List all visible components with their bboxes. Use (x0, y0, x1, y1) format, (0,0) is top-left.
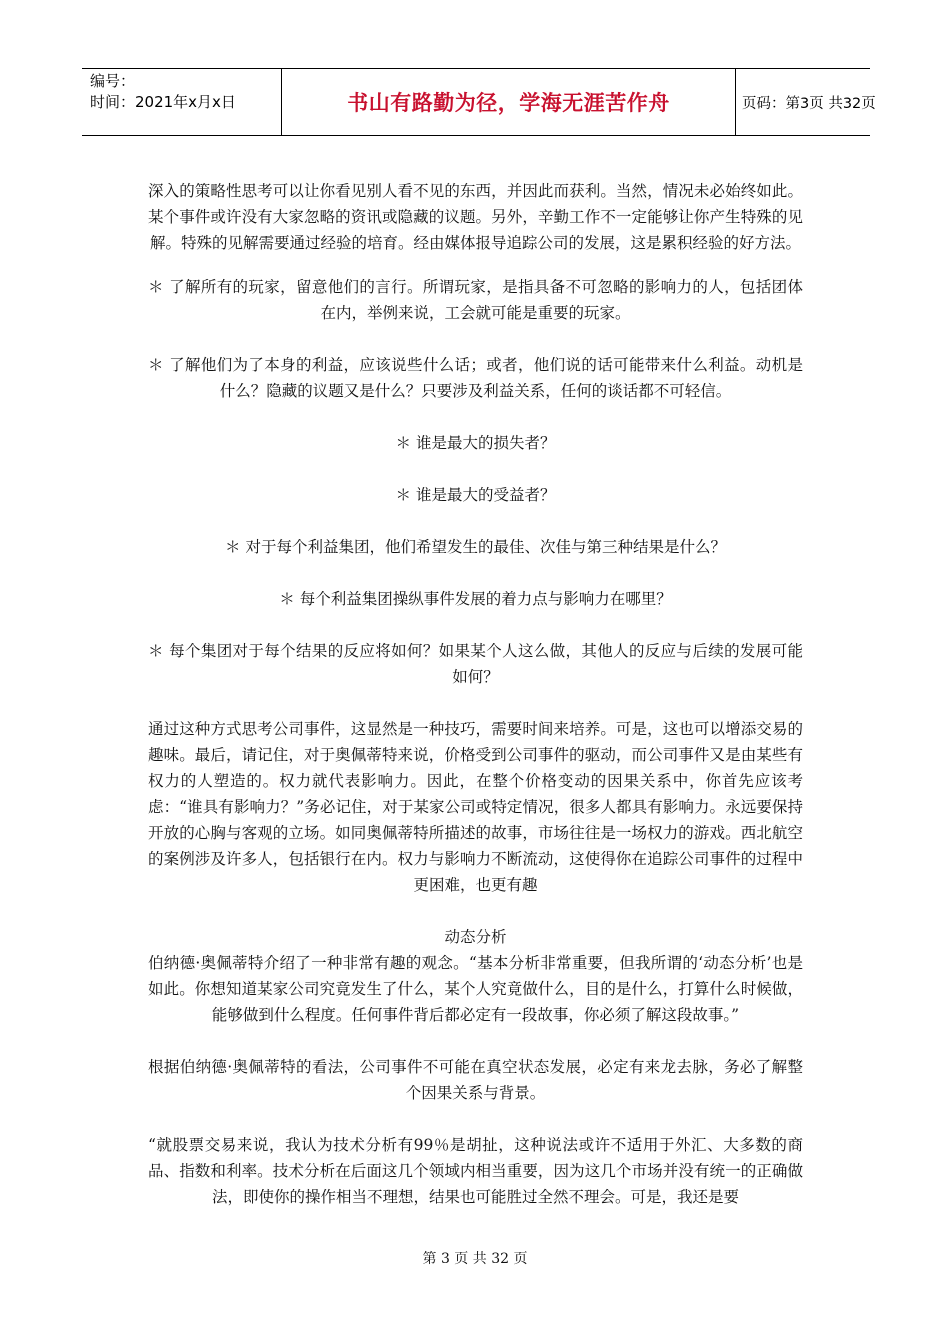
body-paragraph: 根据伯纳德·奥佩蒂特的看法，公司事件不可能在真空状态发展，必定有来龙去脉，务必了解整个因果关系与背景。 (148, 1058, 803, 1102)
section-heading: 动态分析 (444, 928, 507, 946)
document-number-label: 编号： (90, 72, 136, 90)
bullet-item: ＊ 每个集团对于每个结果的反应将如何？如果某个人这么做，其他人的反应与后续的发展可能如何？ (148, 642, 803, 686)
bullet-item: ＊ 谁是最大的损失者？ (395, 434, 556, 452)
body-paragraph: 深入的策略性思考可以让你看见别人看不见的东西，并因此而获利。当然，情况未必始终如此。某个事件或许没有大家忽略的资讯或隐藏的议题。另外，辛勤工作不一定能够让你产生特殊的见解。特殊的见解需要通过经验的培育。经由媒体报导追踪公司的发展，这是累积经验的好方法。 (148, 182, 803, 252)
document-body (148, 178, 803, 1210)
body-paragraph: “就股票交易来说，我认为技术分析有99％是胡扯，这种说法或许不适用于外汇、大多数的商品、指数和利率。技术分析在后面这几个领域内相当重要，因为这几个市场并没有统一的正确做法，即使你的操作相当不理想，结果也可能胜过全然不理会。可是，我还是要 (148, 1136, 803, 1206)
bullet-item: ＊ 对于每个利益集团，他们希望发生的最佳、次佳与第三种结果是什么？ (225, 538, 726, 556)
header-motto-cell (282, 69, 736, 135)
header-left-cell (82, 69, 282, 135)
header-page-cell (736, 69, 876, 135)
bullet-item: ＊ 了解他们为了本身的利益，应该说些什么话；或者，他们说的话可能带来什么利益。动机是什么？隐藏的议题又是什么？只要涉及利益关系，任何的谈话都不可轻信。 (148, 356, 803, 400)
body-paragraph: 通过这种方式思考公司事件，这显然是一种技巧，需要时间来培养。可是，这也可以增添交易的趣味。最后，请记住，对于奥佩蒂特来说，价格受到公司事件的驱动，而公司事件又是由某些有权力的人塑造的。权力就代表影响力。因此，在整个价格变动的因果关系中，你首先应该考虑：“谁具有影响力？”务必记住，对于某家公司或特定情况，很多人都具有影响力。永远要保持开放的心胸与客观的立场。如同奥佩蒂特所描述的故事，市场往往是一场权力的游戏。西北航空的案例涉及许多人，包括银行在内。权力与影响力不断流动，这使得你在追踪公司事件的过程中更困难，也更有趣 (148, 720, 803, 894)
page-header (82, 68, 876, 136)
header-page-info: 页码：第3页 共32页 (742, 95, 876, 112)
document-date: 时间：2021年x月x日 (90, 93, 236, 111)
bullet-item: ＊ 每个利益集团操纵事件发展的着力点与影响力在哪里？ (279, 590, 672, 608)
body-paragraph: 伯纳德·奥佩蒂特介绍了一种非常有趣的观念。“基本分析非常重要，但我所谓的‘动态分析’也是如此。你想知道某家公司究竟发生了什么，某个人究竟做什么，目的是什么，打算什么时候做，能够做到什么程度。任何事件背后都必定有一段故事，你必须了解这段故事。” (148, 954, 803, 1024)
header-motto: 书山有路勤为径，学海无涯苦作舟 (347, 91, 670, 115)
bullet-item: ＊ 谁是最大的受益者？ (395, 486, 556, 504)
page-footer: 第 3 页 共 32 页 (422, 1251, 528, 1267)
bullet-item: ＊ 了解所有的玩家，留意他们的言行。所谓玩家，是指具备不可忽略的影响力的人，包括团体在内，举例来说，工会就可能是重要的玩家。 (148, 278, 803, 322)
